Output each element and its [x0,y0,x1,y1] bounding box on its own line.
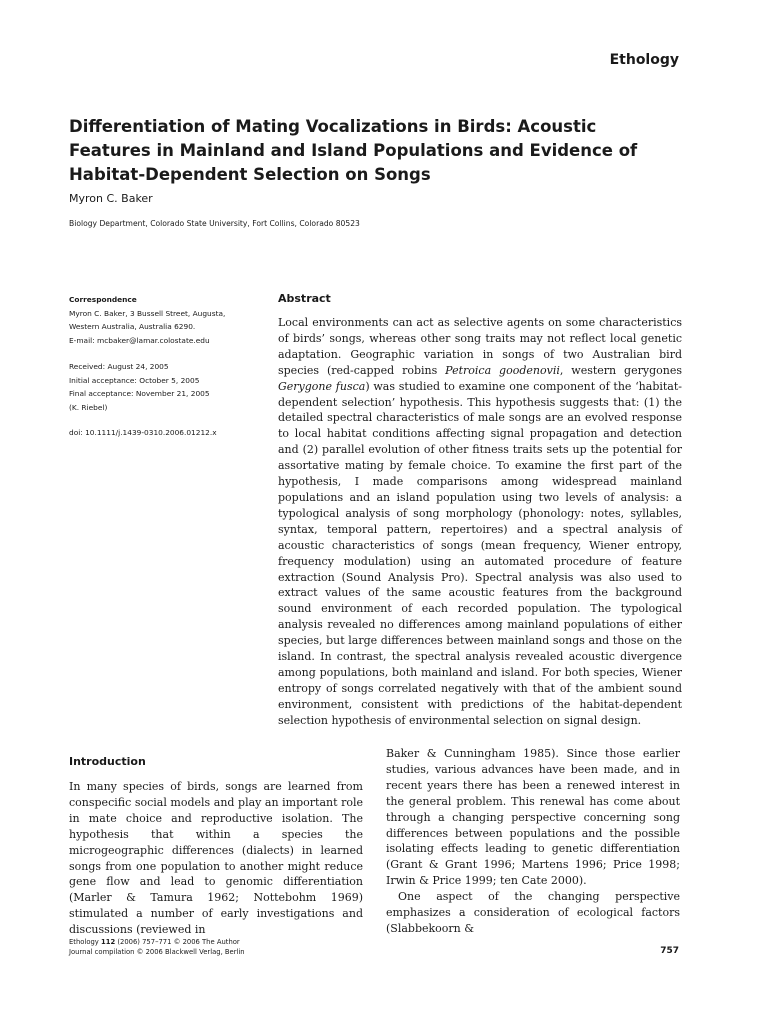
footer-citation [69,937,245,957]
doi: doi: 10.1111/j.1439-0310.2006.01212.x [69,428,217,437]
date-line: Received: August 24, 2005 [69,362,169,371]
introduction-column-1: In many species of birds, songs are learned from conspecific social models and play an important role in mate choice and reproductive isolation. The hypothesis that within a species the microgeographic differences (dialects) in learned songs from one population to another might reduce gene flow and lead to genomic differentiation (Marler & Tamura 1962; Nottebohm 1969) stimulated a number of early investigations and discussions (reviewed in [69,780,363,937]
abstract-text [278,315,682,729]
editor-line: (K. Riebel) [69,402,108,412]
introduction-heading: Introduction [69,755,146,768]
author-name: Myron C. Baker [69,192,153,205]
date-line: Initial acceptance: October 5, 2005 [69,375,200,385]
title-line: Habitat-Dependent Selection on Songs [69,165,431,184]
species-name: Gerygone fusca [278,379,366,393]
address-line: Myron C. Baker, 3 Bussell Street, Augusta, [69,308,226,318]
volume-number: 112 [100,938,116,946]
journal-name: Ethology [609,52,679,68]
footer-text: Journal compilation © 2006 Blackwell Verlag, Berlin [69,948,245,956]
abstract-heading: Abstract [278,292,331,305]
paragraph: One aspect of the changing perspective emphasizes a consideration of ecological factors (Slabbekoorn & [386,890,680,935]
introduction-column-2 [386,746,680,937]
article-title [69,115,689,187]
email-line: E-mail: mcbaker@lamar.colostate.edu [69,335,210,345]
sidebar [69,293,269,440]
title-line: Differentiation of Mating Vocalizations in Birds: Acoustic [69,117,597,136]
footer-text: (2006) 757–771 © 2006 The Author [115,938,240,946]
page-number: 757 [660,946,679,956]
species-name: Petroica goodenovii [445,363,560,377]
abstract-segment: , western gerygones [559,363,682,377]
date-line: Final acceptance: November 21, 2005 [69,389,210,398]
footer-text: Ethology [69,938,101,946]
affiliation: Biology Department, Colorado State University, Fort Collins, Colorado 80523 [69,219,360,228]
paragraph: Baker & Cunningham 1985). Since those earlier studies, various advances have been made, and in recent years there has been a renewed interest in the general problem. This renewal has come about through a changing perspective concerning song differences between populations and the possible isolating effects leading to genetic differentiation (Grant & Grant 1996; Martens 1996; Price 1998; Irwin & Price 1999; ten Cate 2000). [386,747,680,888]
abstract-segment: Local environments can act as selective agents on some characteristics of birds’ songs, whereas other song traits may not reflect local genetic adaptation. Geographic variation in songs of two Australian bird species (red-capped robins [278,316,682,377]
address-line: Western Australia, Australia 6290. [69,322,196,331]
correspondence-heading: Correspondence [69,295,137,304]
title-line: Features in Mainland and Island Populations and Evidence of [69,141,638,160]
abstract-segment: ) was studied to examine one component of the ‘habitat-dependent selection’ hypothesis. This hypothesis suggests that: (1) the detailed spectral characteristics of male songs are an evolved response to local habitat conditions affecting signal propagation and detection and (2) parallel evolution of other fitness traits sets up the potential for assortative mating by female choice. To examine the first part of the hypothesis, I made comparisons among widespread mainland populations and an island population using two levels of analysis: a typological analysis of song morphology (phonology: notes, syllables, syntax, temporal pattern, repertoires) and a spectral analysis of acoustic characteristics of songs (mean frequency, Wiener entropy, frequency modulation) using an automated procedure of feature extraction (Sound Analysis Pro). Spectral analysis was also used to extract values of the same acoustic features from the background sound environment of each recorded population. The typological analysis revealed no differences among mainland populations of either species, but large differences between mainland songs and those on the island. In contrast, the spectral analysis revealed acoustic divergence among populations, both mainland and island. For both species, Wiener entropy of songs correlated negatively with that of the ambient sound environment, consistent with predictions of the habitat-dependent selection hypothesis of environmental selection on signal design. [278,379,683,727]
